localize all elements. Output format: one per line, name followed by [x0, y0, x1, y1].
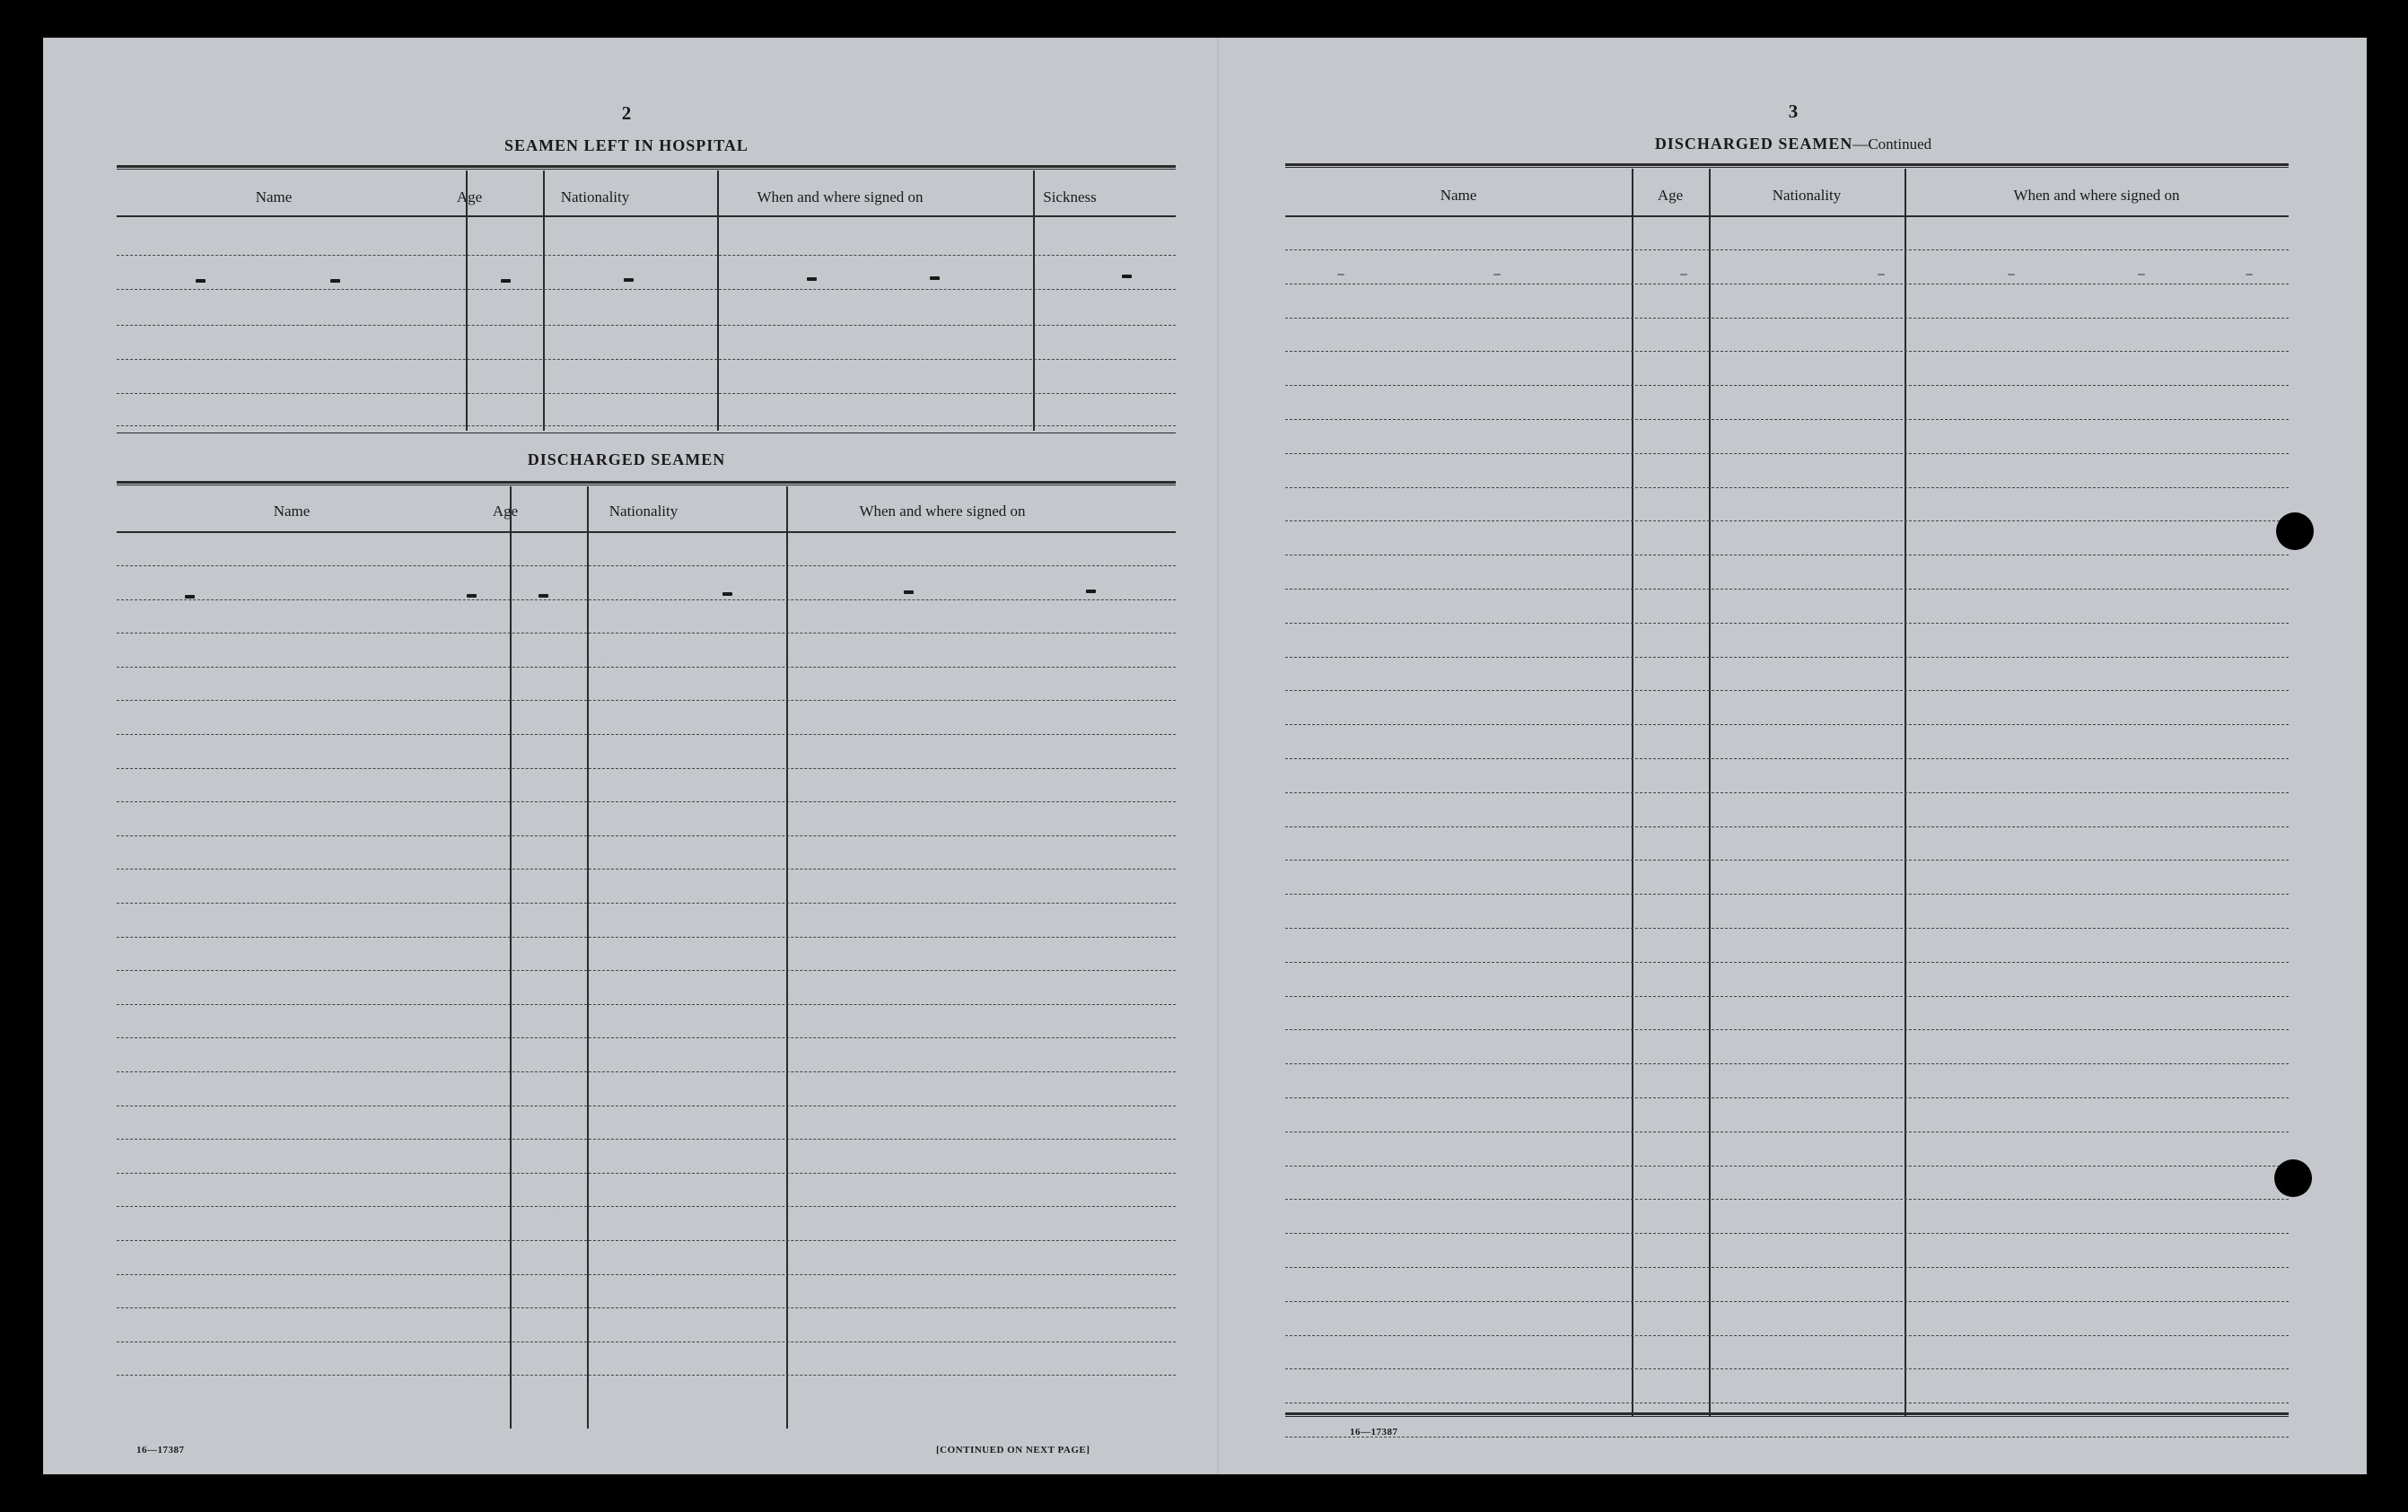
blank-dash-mark — [1680, 274, 1687, 275]
blank-dash-mark — [1878, 274, 1885, 275]
row-line — [117, 734, 1176, 735]
row-line — [117, 359, 1176, 360]
row-line — [117, 667, 1176, 668]
page-number-right: 3 — [1788, 101, 1799, 122]
row-line — [117, 1037, 1176, 1038]
column-header-age: Age — [456, 188, 483, 205]
row-line — [1285, 1029, 2289, 1030]
punch-hole-lower — [2274, 1159, 2312, 1197]
blank-dash-mark — [722, 592, 732, 596]
row-line — [117, 565, 1176, 566]
row-line — [1285, 860, 2289, 861]
row-line — [117, 1173, 1176, 1174]
row-line — [1285, 1233, 2289, 1234]
row-line — [1285, 453, 2289, 454]
continued-title-main: DISCHARGED SEAMEN — [1654, 135, 1853, 153]
row-line — [1285, 894, 2289, 895]
row-line — [1285, 1199, 2289, 1200]
row-line — [117, 393, 1176, 394]
blank-dash-mark — [2138, 274, 2145, 275]
row-line — [1285, 657, 2289, 658]
row-line — [117, 633, 1176, 634]
row-line — [1285, 826, 2289, 827]
table-top-rule — [117, 165, 1176, 170]
row-line — [117, 869, 1176, 870]
row-line — [1285, 623, 2289, 624]
continued-table — [1285, 163, 2289, 1420]
discharged-table — [117, 481, 1176, 1432]
blank-dash-mark — [330, 279, 340, 283]
row-line — [1285, 419, 2289, 420]
row-line — [1285, 1437, 2289, 1438]
row-line — [1285, 1335, 2289, 1336]
blank-dash-mark — [2246, 274, 2253, 275]
row-line — [1285, 792, 2289, 793]
row-line — [117, 1139, 1176, 1140]
row-line — [117, 970, 1176, 971]
blank-dash-mark — [1086, 590, 1096, 593]
row-line — [1285, 589, 2289, 590]
row-line — [1285, 928, 2289, 929]
column-header-signed-on: When and where signed on — [859, 503, 1026, 520]
blank-dash-mark — [807, 277, 817, 281]
header-bottom-rule — [1285, 215, 2289, 217]
row-line — [117, 903, 1176, 904]
row-line — [117, 325, 1176, 326]
row-line — [1285, 520, 2289, 521]
column-header-signed-on: When and where signed on — [757, 188, 924, 205]
row-line — [1285, 758, 2289, 759]
column-header-nationality: Nationality — [609, 503, 679, 520]
blank-dash-mark — [467, 594, 477, 598]
row-line — [117, 700, 1176, 701]
column-divider — [717, 170, 719, 431]
column-divider — [587, 486, 589, 1429]
row-line — [117, 1274, 1176, 1275]
row-line — [117, 289, 1176, 290]
column-divider — [786, 486, 788, 1429]
blank-dash-mark — [539, 594, 548, 598]
punch-hole-upper — [2276, 512, 2314, 550]
continued-note: [CONTINUED ON NEXT PAGE] — [936, 1445, 1090, 1455]
blank-dash-mark — [1337, 274, 1344, 275]
column-header-nationality: Nationality — [560, 188, 630, 205]
row-line — [117, 425, 1176, 426]
table-top-rule — [117, 481, 1176, 485]
table-top-rule — [1285, 163, 2289, 168]
row-line — [1285, 996, 2289, 997]
blank-dash-mark — [2008, 274, 2015, 275]
header-bottom-rule — [117, 215, 1176, 217]
row-line — [117, 599, 1176, 600]
continued-title-suffix: —Continued — [1852, 135, 1932, 153]
blank-dash-mark — [1493, 274, 1501, 275]
column-header-signed-on: When and where signed on — [2013, 187, 2180, 204]
column-divider — [543, 170, 545, 431]
row-line — [117, 937, 1176, 938]
form-number-right: 16—17387 — [1350, 1427, 1398, 1438]
row-line — [1285, 962, 2289, 963]
row-line — [1285, 1267, 2289, 1268]
column-header-age: Age — [1657, 187, 1684, 204]
column-header-age: Age — [492, 503, 519, 520]
row-line — [117, 1307, 1176, 1308]
row-line — [117, 1375, 1176, 1376]
column-header-name: Name — [255, 188, 293, 205]
blank-dash-mark — [1122, 275, 1132, 278]
row-line — [1285, 318, 2289, 319]
row-line — [1285, 1368, 2289, 1369]
blank-dash-mark — [904, 590, 914, 594]
row-line — [117, 1206, 1176, 1207]
column-header-name: Name — [1440, 187, 1477, 204]
hospital-table — [117, 165, 1176, 470]
row-line — [117, 835, 1176, 836]
row-line — [1285, 249, 2289, 250]
row-line — [1285, 1097, 2289, 1098]
column-divider — [466, 170, 468, 431]
page-number-left: 2 — [621, 102, 632, 124]
document-sheet — [43, 38, 2367, 1474]
row-line — [1285, 385, 2289, 386]
column-divider — [510, 486, 512, 1429]
table-bottom-rule — [1285, 1412, 2289, 1417]
row-line — [117, 801, 1176, 802]
row-line — [1285, 1063, 2289, 1064]
column-header-nationality: Nationality — [1772, 187, 1842, 204]
blank-dash-mark — [930, 276, 940, 280]
row-line — [117, 255, 1176, 256]
discharged-section-title: DISCHARGED SEAMEN — [527, 450, 726, 468]
blank-dash-mark — [185, 595, 195, 599]
blank-dash-mark — [624, 278, 634, 282]
row-line — [117, 768, 1176, 769]
row-line — [1285, 487, 2289, 488]
form-number-left: 16—17387 — [136, 1445, 185, 1455]
column-header-name: Name — [273, 503, 311, 520]
row-line — [1285, 351, 2289, 352]
row-line — [117, 1071, 1176, 1072]
row-line — [1285, 724, 2289, 725]
right-page — [1219, 38, 2367, 1474]
row-line — [1285, 690, 2289, 691]
row-line — [117, 1240, 1176, 1241]
row-line — [117, 1004, 1176, 1005]
row-line — [1285, 1301, 2289, 1302]
column-header-sickness: Sickness — [1043, 188, 1097, 205]
header-bottom-rule — [117, 531, 1176, 533]
blank-dash-mark — [501, 279, 511, 283]
continued-section-title — [1398, 135, 2188, 153]
left-page — [43, 38, 1217, 1474]
row-line — [1285, 1166, 2289, 1167]
hospital-section-title: SEAMEN LEFT IN HOSPITAL — [504, 136, 749, 154]
column-divider — [1033, 170, 1035, 431]
blank-dash-mark — [196, 279, 206, 283]
